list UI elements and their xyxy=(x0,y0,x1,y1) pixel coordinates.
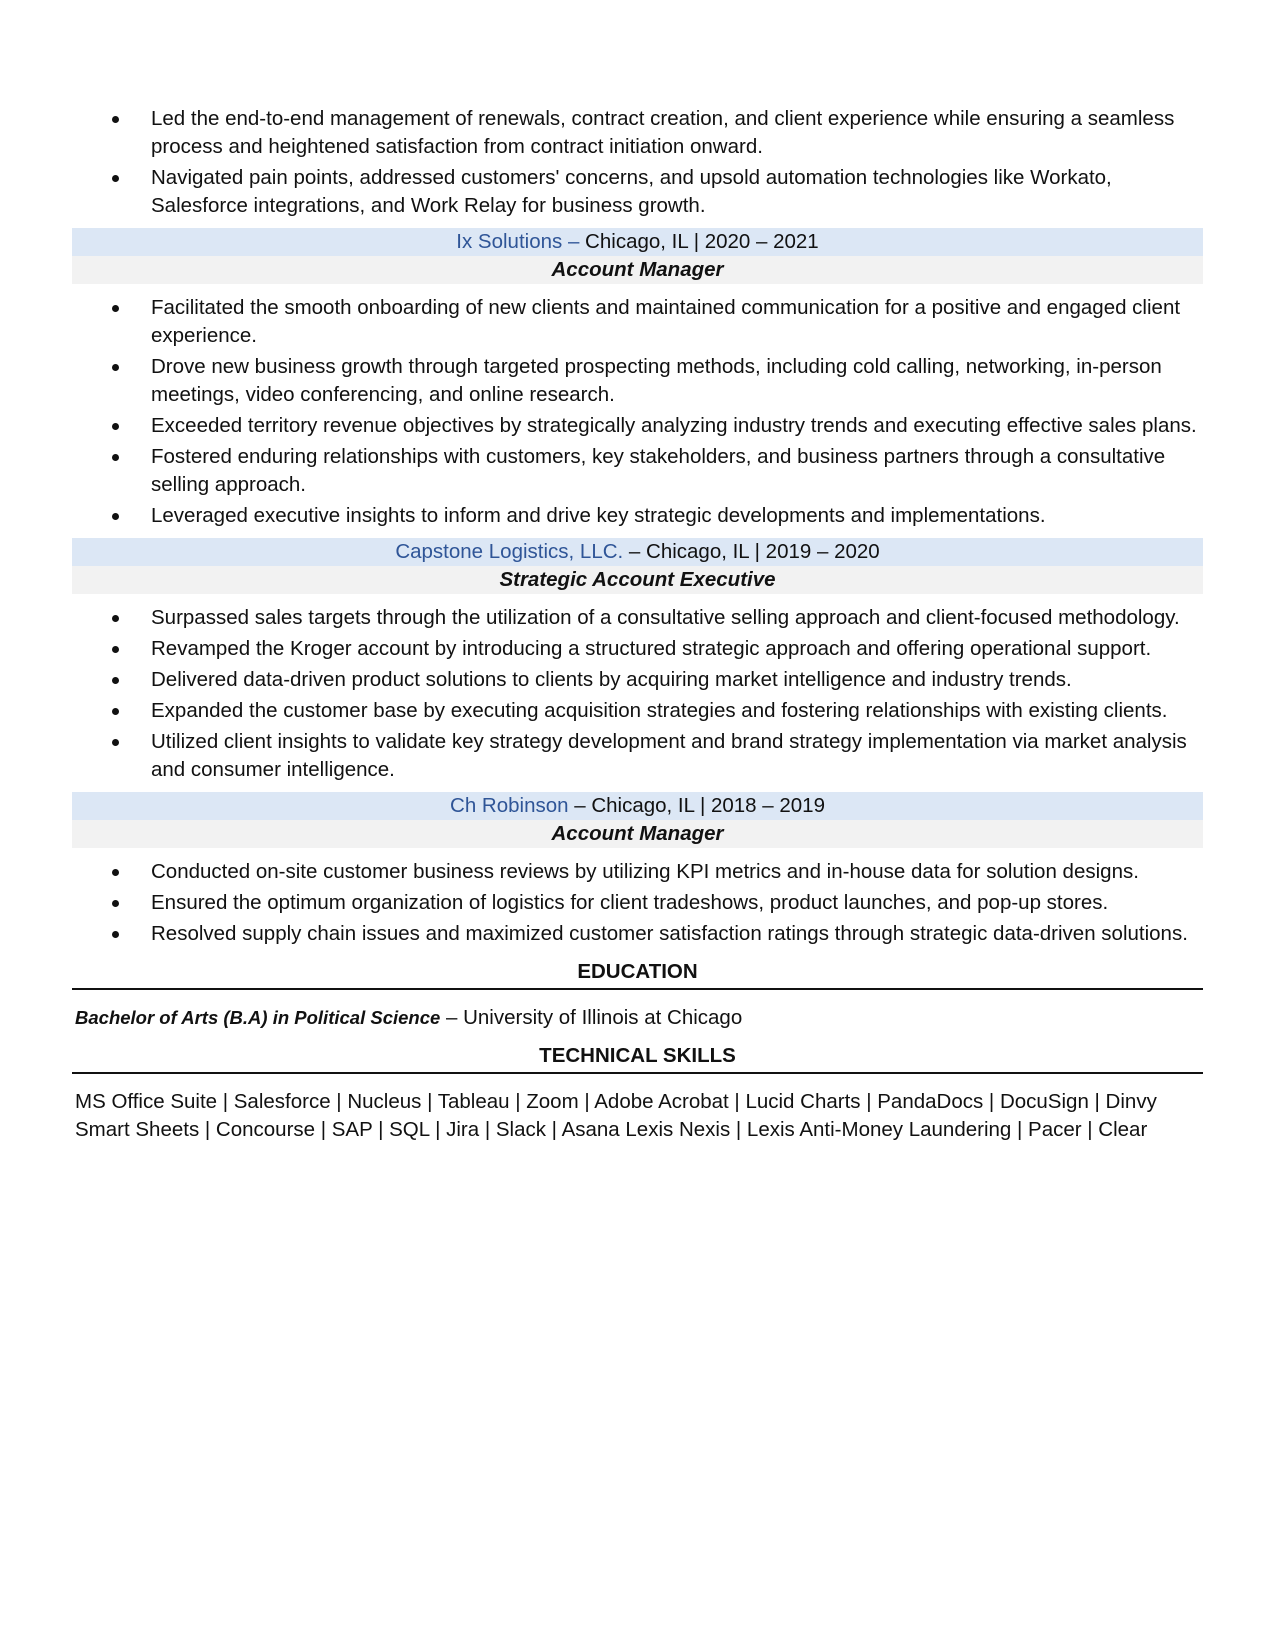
bullet-item xyxy=(72,635,1203,663)
job-company: Ix Solutions – xyxy=(456,230,580,253)
bullet-text: Delivered data-driven product solutions to clients by acquiring market intelligence and industry trends. xyxy=(151,668,1072,691)
bullet-text: Expanded the customer base by executing acquisition strategies and fostering relationships with existing clients. xyxy=(151,699,1168,722)
job-company-line xyxy=(72,538,1203,566)
bullet-text: Ensured the optimum organization of logistics for client tradeshows, product launches, and pop-up stores. xyxy=(151,891,1109,914)
bullet-dot xyxy=(112,513,119,520)
skills-heading: TECHNICAL SKILLS xyxy=(72,1042,1203,1074)
intro-bullet-list xyxy=(72,105,1203,220)
bullet-text: Facilitated the smooth onboarding of new clients and maintained communication for a positive and engaged client experience. xyxy=(151,296,1181,347)
bullet-dot xyxy=(112,364,119,371)
job-details: Chicago, IL | 2020 – 2021 xyxy=(579,230,819,253)
bullet-text: Conducted on-site customer business reviews by utilizing KPI metrics and in-house data for solution designs. xyxy=(151,860,1139,883)
bullet-text: Revamped the Kroger account by introducing a structured strategic approach and offering operational support. xyxy=(151,637,1152,660)
bullet-item xyxy=(72,105,1203,161)
job-title: Account Manager xyxy=(72,820,1203,848)
bullet-item xyxy=(72,412,1203,440)
bullet-dot xyxy=(112,454,119,461)
job-company: Ch Robinson xyxy=(450,794,569,817)
bullet-item xyxy=(72,666,1203,694)
bullet-text: Exceeded territory revenue objectives by strategically analyzing industry trends and executing effective sales plans. xyxy=(151,414,1197,437)
bullet-dot xyxy=(112,646,119,653)
job-header xyxy=(72,228,1203,284)
job-details: – Chicago, IL | 2018 – 2019 xyxy=(568,794,825,817)
job-bullet-list xyxy=(72,858,1203,948)
bullet-item xyxy=(72,164,1203,220)
job-title: Strategic Account Executive xyxy=(72,566,1203,594)
bullet-text: Utilized client insights to validate key strategy development and brand strategy implementation via market analysis and consumer intelligence. xyxy=(151,730,1187,781)
bullet-text: Navigated pain points, addressed customers' concerns, and upsold automation technologies like Workato, Salesforce integrations, and Work Relay for business growth. xyxy=(151,166,1112,217)
skills-list: MS Office Suite | Salesforce | Nucleus | Tableau | Zoom | Adobe Acrobat | Lucid Charts | PandaDocs | DocuSign | Dinvy Smart Sheets | Concourse | SAP | SQL | Jira | Slack | Asana Lexis Nexis | Lexis Anti-Money Laundering | Pacer | Clear xyxy=(75,1090,1157,1141)
bullet-item xyxy=(72,697,1203,725)
job-header xyxy=(72,538,1203,594)
bullet-text: Resolved supply chain issues and maximized customer satisfaction ratings through strategic data-driven solutions. xyxy=(151,922,1188,945)
bullet-dot xyxy=(112,677,119,684)
bullet-dot xyxy=(112,305,119,312)
job-company-line xyxy=(72,792,1203,820)
bullet-item xyxy=(72,728,1203,784)
bullet-text: Leveraged executive insights to inform and drive key strategic developments and implementations. xyxy=(151,504,1046,527)
job-title: Account Manager xyxy=(72,256,1203,284)
bullet-text: Drove new business growth through targeted prospecting methods, including cold calling, networking, in-person meetings, video conferencing, and online research. xyxy=(151,355,1162,406)
education-entry xyxy=(72,1004,1203,1032)
bullet-dot xyxy=(112,116,119,123)
bullet-dot xyxy=(112,708,119,715)
bullet-item xyxy=(72,443,1203,499)
bullet-dot xyxy=(112,615,119,622)
bullet-dot xyxy=(112,175,119,182)
job-company: Capstone Logistics, LLC. xyxy=(395,540,624,563)
education-school: – University of Illinois at Chicago xyxy=(440,1006,743,1029)
bullet-item xyxy=(72,889,1203,917)
bullet-dot xyxy=(112,900,119,907)
bullet-dot xyxy=(112,739,119,746)
bullet-item xyxy=(72,858,1203,886)
bullet-text: Surpassed sales targets through the utilization of a consultative selling approach and client-focused methodology. xyxy=(151,606,1180,629)
job-bullet-list xyxy=(72,294,1203,530)
job-company-line xyxy=(72,228,1203,256)
job-bullet-list xyxy=(72,604,1203,784)
bullet-dot xyxy=(112,869,119,876)
job-header xyxy=(72,792,1203,848)
education-degree: Bachelor of Arts (B.A) in Political Science xyxy=(75,1007,441,1028)
bullet-item xyxy=(72,604,1203,632)
bullet-text: Led the end-to-end management of renewals, contract creation, and client experience while ensuring a seamless process and heightened satisfaction from contract initiation onward. xyxy=(151,107,1175,158)
bullet-dot xyxy=(112,931,119,938)
education-heading: EDUCATION xyxy=(72,958,1203,990)
job-details: – Chicago, IL | 2019 – 2020 xyxy=(623,540,880,563)
bullet-item xyxy=(72,294,1203,350)
bullet-dot xyxy=(112,423,119,430)
bullet-item xyxy=(72,353,1203,409)
bullet-item xyxy=(72,502,1203,530)
bullet-text: Fostered enduring relationships with customers, key stakeholders, and business partners through a consultative selling approach. xyxy=(151,445,1166,496)
bullet-item xyxy=(72,920,1203,948)
